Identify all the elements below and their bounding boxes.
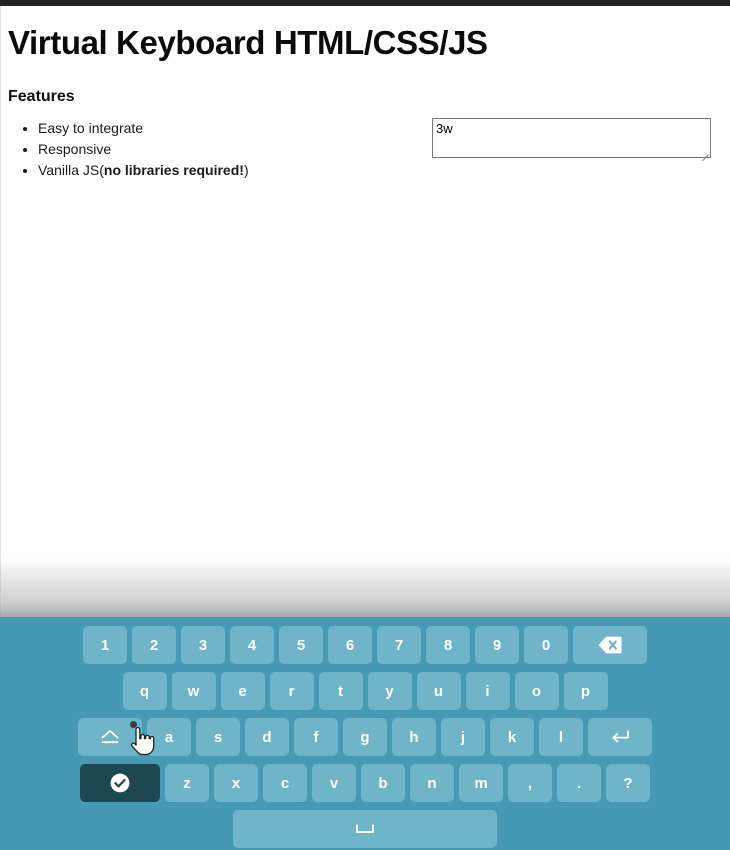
key-done[interactable] (80, 764, 160, 802)
key-label: m (474, 774, 488, 792)
key-6[interactable] (328, 626, 372, 664)
keyboard-drop-shadow (0, 557, 730, 617)
key-label: 1 (100, 636, 110, 654)
done-check-icon (109, 772, 131, 794)
key-t[interactable] (319, 672, 363, 710)
key-label: k (507, 728, 517, 746)
page-title: Virtual Keyboard HTML/CSS/JS (8, 24, 488, 61)
list-item (38, 160, 722, 181)
key-label: 6 (345, 636, 355, 654)
key-label: r (288, 682, 295, 700)
key-r[interactable] (270, 672, 314, 710)
key-label: 0 (541, 636, 551, 654)
key-label: j (460, 728, 466, 746)
key-comma[interactable] (508, 764, 552, 802)
key-f[interactable] (294, 718, 338, 756)
key-enter[interactable] (588, 718, 652, 756)
key-period[interactable] (557, 764, 601, 802)
key-label: . (576, 774, 582, 792)
key-m[interactable] (459, 764, 503, 802)
key-j[interactable] (441, 718, 485, 756)
features-heading: Features (8, 87, 75, 105)
key-label: p (580, 682, 591, 700)
key-c[interactable] (263, 764, 307, 802)
key-label: d (262, 728, 272, 746)
key-label: t (338, 682, 343, 700)
caps-lock-icon (99, 728, 121, 746)
key-label: , (527, 774, 533, 792)
key-label: n (427, 774, 437, 792)
text-input-area[interactable] (432, 118, 711, 158)
key-label: w (187, 682, 200, 700)
feature-text-0: Easy to integrate (38, 119, 144, 136)
keyboard-text-input[interactable] (432, 118, 711, 158)
key-h[interactable] (392, 718, 436, 756)
key-7[interactable] (377, 626, 421, 664)
virtual-keyboard[interactable] (0, 617, 730, 850)
key-i[interactable] (466, 672, 510, 710)
key-3[interactable] (181, 626, 225, 664)
key-label: z (183, 774, 191, 792)
space-row (0, 806, 730, 850)
key-4[interactable] (230, 626, 274, 664)
key-label: c (280, 774, 290, 792)
key-caps-lock[interactable] (78, 718, 142, 756)
key-label: 2 (149, 636, 159, 654)
key-label: 7 (394, 636, 404, 654)
key-label: 5 (296, 636, 306, 654)
key-p[interactable] (564, 672, 608, 710)
key-label: u (433, 682, 444, 700)
key-n[interactable] (410, 764, 454, 802)
key-label: i (485, 682, 490, 700)
key-question[interactable] (606, 764, 650, 802)
key-label: 3 (198, 636, 208, 654)
key-y[interactable] (368, 672, 412, 710)
key-label: e (238, 682, 247, 700)
top-letter-row (0, 668, 730, 714)
key-label: v (329, 774, 339, 792)
backspace-icon (598, 636, 622, 654)
key-z[interactable] (165, 764, 209, 802)
key-d[interactable] (245, 718, 289, 756)
key-label: b (378, 774, 388, 792)
key-k[interactable] (490, 718, 534, 756)
key-o[interactable] (515, 672, 559, 710)
key-g[interactable] (343, 718, 387, 756)
key-1[interactable] (83, 626, 127, 664)
key-0[interactable] (524, 626, 568, 664)
key-label: q (139, 682, 150, 700)
key-s[interactable] (196, 718, 240, 756)
key-label: f (313, 728, 319, 746)
key-label: x (231, 774, 241, 792)
key-label: y (385, 682, 394, 700)
feature-text-1: Responsive (38, 140, 112, 157)
bottom-letter-row (0, 760, 730, 806)
key-w[interactable] (172, 672, 216, 710)
key-q[interactable] (123, 672, 167, 710)
key-e[interactable] (221, 672, 265, 710)
key-label: ? (623, 774, 633, 792)
key-space[interactable] (233, 810, 497, 848)
home-letter-row (0, 714, 730, 760)
key-b[interactable] (361, 764, 405, 802)
key-l[interactable] (539, 718, 583, 756)
feature-bold-2: no libraries required! (103, 161, 244, 178)
key-label: a (164, 728, 174, 746)
space-icon (355, 823, 375, 835)
key-backspace[interactable] (573, 626, 647, 664)
key-label: l (558, 728, 564, 746)
key-label: o (531, 682, 542, 700)
numbers-row (0, 622, 730, 668)
key-2[interactable] (132, 626, 176, 664)
enter-icon (609, 728, 631, 746)
key-a[interactable] (147, 718, 191, 756)
key-label: s (213, 728, 223, 746)
key-u[interactable] (417, 672, 461, 710)
key-x[interactable] (214, 764, 258, 802)
key-9[interactable] (475, 626, 519, 664)
feature-suffix-2: ) (243, 161, 249, 178)
key-v[interactable] (312, 764, 356, 802)
key-label: 8 (443, 636, 453, 654)
key-5[interactable] (279, 626, 323, 664)
key-8[interactable] (426, 626, 470, 664)
key-label: 4 (247, 636, 257, 654)
key-label: 9 (492, 636, 502, 654)
feature-prefix-2: Vanilla JS( (38, 161, 104, 178)
key-label: g (360, 728, 370, 746)
key-label: h (409, 728, 419, 746)
